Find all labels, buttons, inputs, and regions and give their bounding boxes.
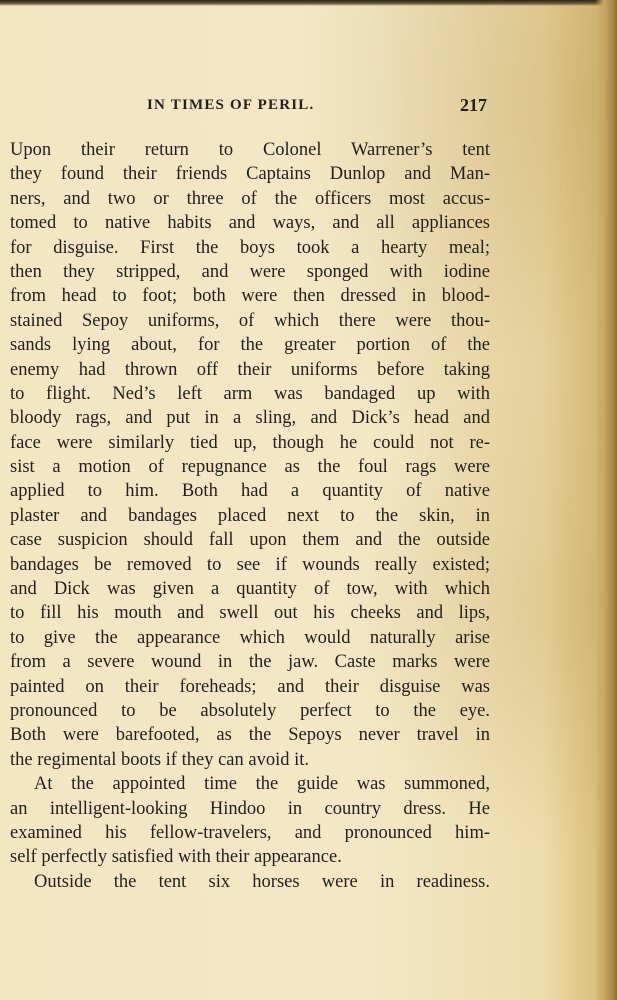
- text-line: painted on their foreheads; and their disguise was: [10, 676, 490, 697]
- text-line: to give the appearance which would naturally arise: [10, 627, 490, 648]
- page-header: [147, 97, 487, 121]
- text-line: applied to him. Both had a quantity of native: [10, 481, 490, 502]
- running-head: IN TIMES OF PERIL.: [147, 97, 315, 113]
- text-line: case suspicion should fall upon them and the outside: [10, 530, 490, 551]
- text-line: stained Sepoy uniforms, of which there were thou-: [10, 310, 490, 331]
- text-line: sist a motion of repugnance as the foul rags were: [10, 457, 490, 478]
- text-line: At the appointed time the guide was summoned,: [34, 774, 490, 795]
- text-line: then they stripped, and were sponged with iodine: [10, 261, 490, 282]
- text-line: for disguise. First the boys took a hearty meal;: [10, 237, 490, 258]
- text-line: Upon their return to Colonel Warrener’s tent: [10, 140, 490, 160]
- body-text: [10, 138, 490, 894]
- page-top-edge: [0, 0, 617, 6]
- page-right-edge: [595, 0, 617, 1000]
- text-line: to flight. Ned’s left arm was bandaged up with: [10, 383, 490, 404]
- text-line: bandages be removed to see if wounds really existed;: [10, 554, 490, 575]
- text-line: from a severe wound in the jaw. Caste marks were: [10, 652, 490, 673]
- text-line: from head to foot; both were then dressed in blood-: [10, 286, 490, 307]
- text-line: pronounced to be absolutely perfect to the eye.: [10, 700, 490, 721]
- text-line: sands lying about, for the greater portion of the: [10, 335, 490, 356]
- text-line: Outside the tent six horses were in readiness.: [34, 871, 490, 892]
- text-line: and Dick was given a quantity of tow, with which: [10, 579, 490, 600]
- text-line: tomed to native habits and ways, and all appliances: [10, 213, 490, 234]
- page-number: 217: [460, 95, 487, 115]
- text-line: an intelligent-looking Hindoo in country dress. He: [10, 798, 490, 819]
- text-line: to fill his mouth and swell out his cheeks and lips,: [10, 603, 490, 624]
- text-line: enemy had thrown off their uniforms before taking: [10, 359, 490, 380]
- text-line: ners, and two or three of the officers most accus-: [10, 188, 490, 209]
- text-line: the regimental boots if they can avoid it.: [10, 749, 309, 770]
- text-line: examined his fellow-travelers, and pronounced him-: [10, 822, 490, 843]
- text-line: they found their friends Captains Dunlop and Man-: [10, 164, 490, 185]
- text-line: plaster and bandages placed next to the skin, in: [10, 505, 490, 526]
- text-line: self perfectly satisfied with their appearance.: [10, 847, 342, 868]
- text-line: face were similarly tied up, though he could not re-: [10, 432, 490, 453]
- text-line: Both were barefooted, as the Sepoys never travel in: [10, 725, 490, 746]
- text-line: bloody rags, and put in a sling, and Dick’s head and: [10, 408, 490, 429]
